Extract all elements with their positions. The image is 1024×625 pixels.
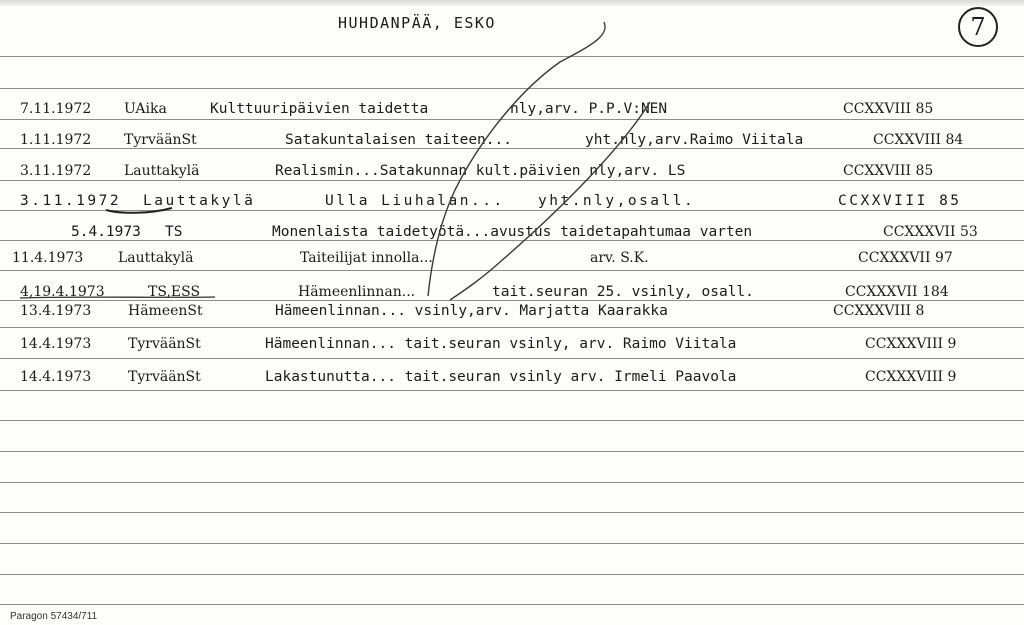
entry-text: Ulla Liuhalan...	[325, 193, 505, 209]
entry-place: Lauttakylä	[124, 163, 200, 179]
entry-place: Lauttakylä	[118, 250, 194, 266]
entry-place: TyrväänSt	[128, 369, 201, 385]
entry-ref: CCXXXVII 97	[858, 250, 953, 266]
entry-place: TyrväänSt	[124, 132, 197, 148]
entry-text: Monenlaista taidetyötä...avustus taidetapahtumaa varten	[272, 224, 753, 240]
entry-place: TS	[165, 224, 183, 240]
entry-ref: CCXXXVIII 8	[833, 303, 925, 319]
entry-role: nly,arv. P.P.V:NEN	[510, 101, 668, 117]
entry-date: 7.11.1972	[20, 101, 92, 117]
card-title: HUHDANPÄÄ, ESKO	[338, 14, 496, 32]
entry-ref: CCXXVIII 85	[843, 101, 934, 117]
entry-text: Hämeenlinnan... vsinly,arv. Marjatta Kaarakka	[275, 303, 668, 319]
entry-role: tait.seuran 25. vsinly, osall.	[492, 284, 754, 300]
entry-ref: CCXXVIII 85	[843, 163, 934, 179]
entry-ref: CCXXXVII 184	[845, 284, 949, 300]
entry-ref: CCXXVIII 84	[873, 132, 964, 148]
entry-text: Taiteilijat innolla...	[300, 250, 433, 266]
entry-text: Lakastunutta... tait.seuran vsinly arv. Irmeli Paavola	[265, 369, 737, 385]
entry-ref: CCXXXVIII 9	[865, 336, 957, 352]
entry-role: yht.nly,osall.	[538, 193, 696, 209]
entry-place: UAika	[124, 101, 167, 117]
entry-date: 14.4.1973	[20, 369, 92, 385]
entry-date: 3.11.1972	[20, 163, 92, 179]
entry-place: Lauttakylä	[143, 193, 256, 209]
entry-date: 1.11.1972	[20, 132, 92, 148]
entry-place: HämeenSt	[128, 303, 203, 319]
entry-ref: CCXXVIII 85	[838, 193, 962, 209]
entry-text: Hämeenlinnan...	[298, 284, 416, 300]
entry-place: TS,ESS	[148, 284, 201, 300]
card-footer: Paragon 57434/711	[10, 611, 98, 622]
entry-role: yht.nly,arv.Raimo Viitala	[585, 132, 804, 148]
entry-date: 14.4.1973	[20, 336, 92, 352]
pencil-diagonal-stroke	[450, 102, 650, 300]
entry-text: Kulttuuripäivien taidetta	[210, 101, 429, 117]
pencil-diagonal-stroke	[428, 22, 605, 296]
card-number-badge: 7	[958, 7, 998, 47]
entry-place: TyrväänSt	[128, 336, 201, 352]
entry-date: 5.4.1973	[71, 224, 141, 240]
entry-date: 4,19.4.1973	[20, 284, 105, 300]
entry-text: Satakuntalaisen taiteen...	[285, 132, 512, 148]
pencil-underline-stroke	[20, 297, 215, 298]
entry-date: 13.4.1973	[20, 303, 92, 319]
entry-date: 3.11.1972	[20, 193, 122, 209]
entry-text: Realismin...Satakunnan kult.päivien nly,arv. LS	[275, 163, 686, 179]
pencil-underline-stroke	[106, 208, 172, 213]
entry-date: 11.4.1973	[12, 250, 84, 266]
entry-ref: CCXXXVIII 9	[865, 369, 957, 385]
entry-text: Hämeenlinnan... tait.seuran vsinly, arv. Raimo Viitala	[265, 336, 737, 352]
entry-ref: CCXXXVII 53	[883, 224, 978, 240]
entry-role: arv. S.K.	[590, 250, 649, 266]
